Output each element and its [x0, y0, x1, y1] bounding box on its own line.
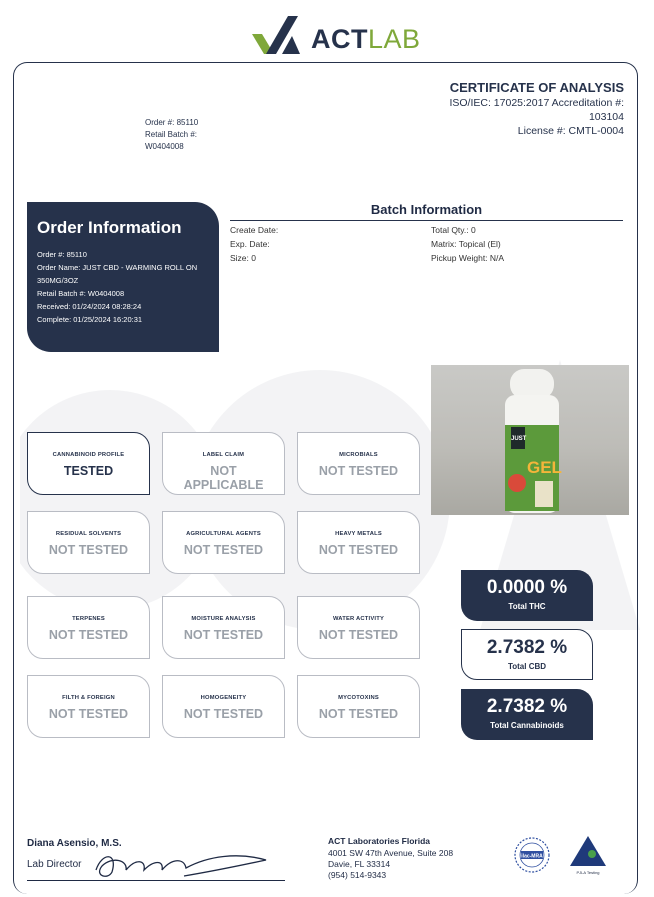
test-tile-microbials[interactable] — [297, 432, 420, 495]
brand-act: ACT — [311, 24, 368, 54]
result-total-cannabinoids — [461, 689, 593, 740]
lab-name: ACT Laboratories Florida — [328, 836, 431, 846]
test-tile-residual-solvents[interactable] — [27, 511, 150, 574]
test-status: NOT TESTED — [48, 628, 129, 642]
test-label: HOMOGENEITY — [200, 695, 247, 701]
total-cbd-label: Total CBD — [507, 662, 547, 671]
test-status: NOT TESTED — [48, 707, 129, 721]
brand-wordmark — [311, 24, 421, 55]
test-label: AGRICULTURAL AGENTS — [186, 531, 261, 537]
director-name: Diana Asensio, M.S. — [27, 838, 122, 849]
total-cannabinoids-value: 2.7382 % — [486, 696, 568, 717]
license-number: License #: CMTL-0004 — [517, 125, 624, 137]
accreditation-number: 103104 — [588, 111, 624, 123]
batch-information-title: Batch Information — [230, 202, 623, 221]
test-label: RESIDUAL SOLVENTS — [55, 531, 122, 537]
pjla-seal-icon — [568, 834, 608, 876]
batch-total-qty: Total Qty.: 0 — [431, 225, 476, 235]
test-label: TERPENES — [72, 616, 105, 622]
summary-block — [145, 117, 198, 153]
accreditation-line: ISO/IEC: 17025:2017 Accreditation #: — [449, 97, 624, 109]
brand-lab: LAB — [368, 24, 421, 54]
signature-line — [27, 880, 285, 881]
test-status: NOT TESTED — [183, 707, 264, 721]
result-total-cbd — [461, 629, 593, 680]
director-role: Lab Director — [27, 859, 82, 870]
test-tile-filth-foreign[interactable] — [27, 675, 150, 738]
test-label: MOISTURE ANALYSIS — [191, 616, 256, 622]
lab-phone: (954) 514-9343 — [328, 870, 387, 880]
test-tile-label-claim[interactable] — [162, 432, 285, 495]
summary-retail-batch-value: W0404008 — [145, 142, 184, 151]
batch-pickup-weight: Pickup Weight: N/A — [431, 253, 505, 263]
test-tile-heavy-metals[interactable] — [297, 511, 420, 574]
test-label: WATER ACTIVITY — [332, 616, 385, 622]
ilac-mra-seal-icon — [513, 836, 551, 874]
summary-retail-batch-label: Retail Batch #: — [145, 130, 198, 139]
lab-address-line1: 4001 SW 47th Avenue, Suite 208 — [328, 848, 454, 858]
test-tile-cannabinoid-profile[interactable] — [27, 432, 150, 495]
test-status: NOT TESTED — [183, 628, 264, 642]
test-status: NOT TESTED — [48, 543, 129, 557]
test-label: FILTH & FOREIGN — [62, 695, 115, 701]
test-status: TESTED — [63, 464, 114, 478]
order-received: Received: 01/24/2024 08:28:24 — [37, 302, 142, 311]
ilac-seal-text: ilac-MRA — [521, 853, 543, 860]
product-bottle-image — [431, 365, 629, 515]
bottle-brand: JUST — [511, 436, 527, 442]
order-number: Order #: 85110 — [37, 250, 87, 259]
test-label: HEAVY METALS — [335, 531, 382, 537]
certificate-title: CERTIFICATE OF ANALYSIS — [449, 80, 624, 95]
test-tile-terpenes[interactable] — [27, 596, 150, 659]
order-information-panel — [27, 202, 219, 352]
test-status: NOT TESTED — [318, 464, 399, 478]
total-cbd-value: 2.7382 % — [486, 637, 568, 658]
order-name-cont: 350MG/3OZ — [37, 276, 79, 285]
batch-exp-date: Exp. Date: — [230, 239, 270, 249]
test-status: NOT TESTED — [318, 543, 399, 557]
total-thc-label: Total THC — [508, 602, 546, 611]
batch-matrix: Matrix: Topical (El) — [431, 239, 501, 249]
summary-order: Order #: 85110 — [145, 118, 199, 127]
test-tile-moisture-analysis[interactable] — [162, 596, 285, 659]
test-tile-water-activity[interactable] — [297, 596, 420, 659]
order-information-title: Order Information — [37, 218, 182, 237]
order-retail-batch: Retail Batch #: W0404008 — [37, 289, 125, 298]
batch-create-date: Create Date: — [230, 225, 279, 235]
total-thc-value: 0.0000 % — [486, 577, 568, 598]
test-status: NOT TESTED — [318, 628, 399, 642]
test-label: MYCOTOXINS — [338, 695, 379, 701]
director-signature-icon — [88, 846, 278, 882]
test-tile-mycotoxins[interactable] — [297, 675, 420, 738]
test-label: CANNABINOID PROFILE — [52, 452, 125, 458]
test-status: NOT TESTED — [183, 543, 264, 557]
pjla-seal-text: PJLA Testing — [576, 870, 600, 875]
total-cannabinoids-label: Total Cannabinoids — [490, 721, 564, 730]
test-status: NOT TESTED — [318, 707, 399, 721]
product-photo — [431, 365, 629, 515]
result-total-thc — [461, 570, 593, 621]
order-name: Order Name: JUST CBD - WARMING ROLL ON — [37, 263, 198, 272]
test-label: MICROBIALS — [339, 452, 378, 458]
test-tile-homogeneity[interactable] — [162, 675, 285, 738]
order-complete: Complete: 01/25/2024 16:20:31 — [37, 315, 143, 324]
test-label: LABEL CLAIM — [202, 452, 245, 458]
lab-address-line2: Davie, FL 33314 — [328, 859, 391, 869]
batch-size: Size: 0 — [230, 253, 256, 263]
bottle-gel-text: GEL — [527, 458, 562, 477]
test-tile-agricultural-agents[interactable] — [162, 511, 285, 574]
test-status: NOT APPLICABLE — [183, 464, 264, 492]
